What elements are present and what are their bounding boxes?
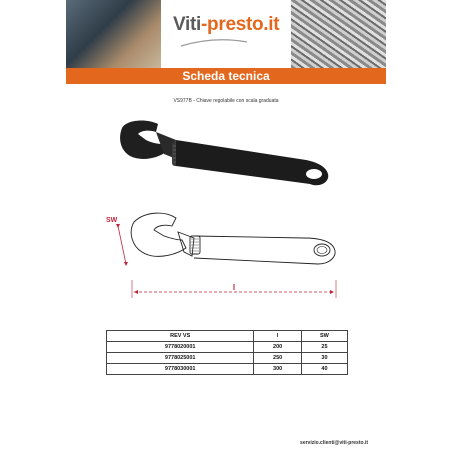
table-header-row xyxy=(107,331,348,342)
datasheet-page xyxy=(66,0,386,452)
tools-photo xyxy=(66,0,161,68)
column-header-sw: SW xyxy=(301,331,347,342)
cell-code: 9778020001 xyxy=(107,342,254,353)
screws-photo xyxy=(291,0,386,68)
sw-dimension-label: SW xyxy=(106,217,118,224)
product-subtitle: VS977B - Chiave regolabile con scala graduata xyxy=(173,98,279,104)
cell-code: 9778025001 xyxy=(107,353,254,364)
logo-swoosh-icon xyxy=(179,38,249,48)
header-banner xyxy=(66,0,386,68)
cell-l: 250 xyxy=(254,353,302,364)
contact-email[interactable]: servizio.clienti@viti-presto.it xyxy=(300,440,368,446)
column-header-l: l xyxy=(254,331,302,342)
l-dimension-label: l xyxy=(232,283,236,292)
logo-area xyxy=(161,0,291,68)
table-row xyxy=(107,342,348,353)
cell-sw: 40 xyxy=(301,364,347,375)
brand-logo xyxy=(173,14,279,36)
cell-l: 300 xyxy=(254,364,302,375)
table-row xyxy=(107,364,348,375)
section-title: Scheda tecnica xyxy=(182,69,270,83)
table-row xyxy=(107,353,348,364)
cell-code: 9778030001 xyxy=(107,364,254,375)
cell-sw: 25 xyxy=(301,342,347,353)
technical-drawing xyxy=(104,208,364,304)
cell-sw: 30 xyxy=(301,353,347,364)
cell-l: 200 xyxy=(254,342,302,353)
wrench-photo xyxy=(116,118,336,190)
logo-text-viti: Viti xyxy=(173,14,202,35)
section-title-bar xyxy=(66,68,386,84)
logo-text-presto: -presto.it xyxy=(201,14,280,35)
spec-table xyxy=(106,330,348,375)
column-header-rev-vs: REV VS xyxy=(107,331,254,342)
